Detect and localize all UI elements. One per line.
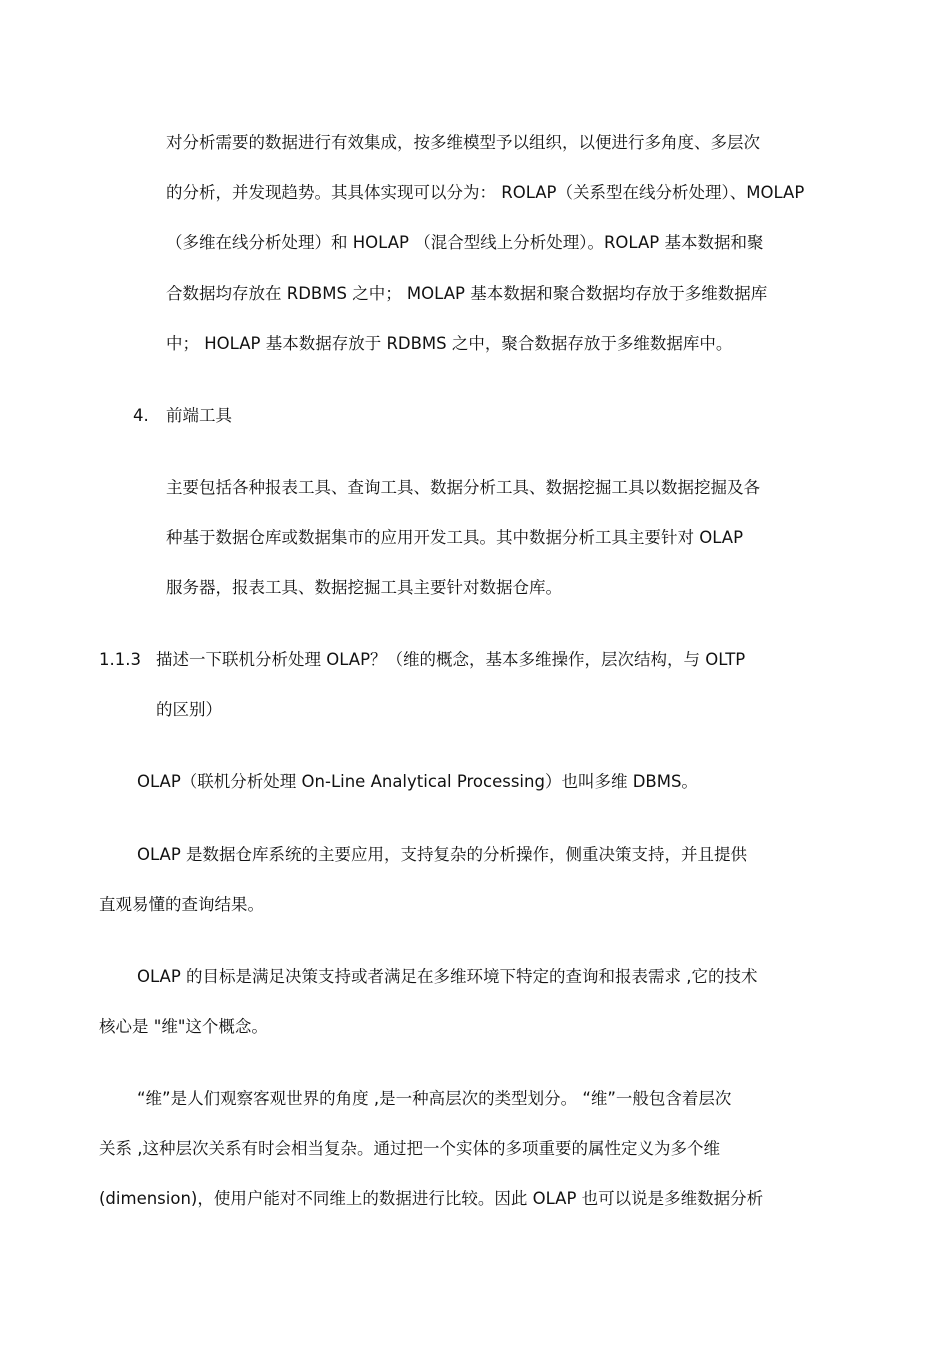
paragraph-line: 直观易懂的查询结果。 (99, 895, 264, 914)
text-line: 合数据均存放在 RDBMS 之中； MOLAP 基本数据和聚合数据均存放于多维数据库 (166, 284, 768, 303)
paragraph-line: 关系 ,这种层次关系有时会相当复杂。通过把一个实体的多项重要的属性定义为多个维 (99, 1139, 720, 1158)
list-item-number: 4. (133, 406, 149, 425)
paragraph-line: “维”是人们观察客观世界的角度 ,是一种高层次的类型划分。 “维”一般包含着层次 (137, 1089, 732, 1108)
paragraph-line: OLAP（联机分析处理 On-Line Analytical Processing）也叫多维 DBMS。 (137, 772, 698, 791)
paragraph-line: OLAP 是数据仓库系统的主要应用，支持复杂的分析操作，侧重决策支持，并且提供 (137, 845, 748, 864)
section-heading-continued: 的区别） (156, 700, 222, 719)
text-line: 中； HOLAP 基本数据存放于 RDBMS 之中，聚合数据存放于多维数据库中。 (166, 334, 733, 353)
text-line: 对分析需要的数据进行有效集成，按多维模型予以组织，以便进行多角度、多层次 (166, 133, 760, 152)
text-line: 服务器，报表工具、数据挖掘工具主要针对数据仓库。 (166, 578, 562, 597)
section-number: 1.1.3 (99, 650, 141, 669)
paragraph-line: (dimension)，使用户能对不同维上的数据进行比较。因此 OLAP 也可以说是多维数据分析 (99, 1189, 764, 1208)
paragraph-line: OLAP 的目标是满足决策支持或者满足在多维环境下特定的查询和报表需求 ,它的技术 (137, 967, 758, 986)
text-line: （多维在线分析处理）和 HOLAP （混合型线上分析处理）。ROLAP 基本数据和聚 (166, 233, 764, 252)
text-line: 种基于数据仓库或数据集市的应用开发工具。其中数据分析工具主要针对 OLAP (166, 528, 744, 547)
list-item-title: 前端工具 (166, 406, 232, 425)
paragraph-line: 核心是 "维"这个概念。 (99, 1017, 268, 1036)
text-line: 主要包括各种报表工具、查询工具、数据分析工具、数据挖掘工具以数据挖掘及各 (166, 478, 760, 497)
text-line: 的分析，并发现趋势。其具体实现可以分为： ROLAP（关系型在线分析处理）、MOLAP (166, 183, 805, 202)
section-heading: 描述一下联机分析处理 OLAP？（维的概念，基本多维操作，层次结构，与 OLTP (156, 650, 746, 669)
